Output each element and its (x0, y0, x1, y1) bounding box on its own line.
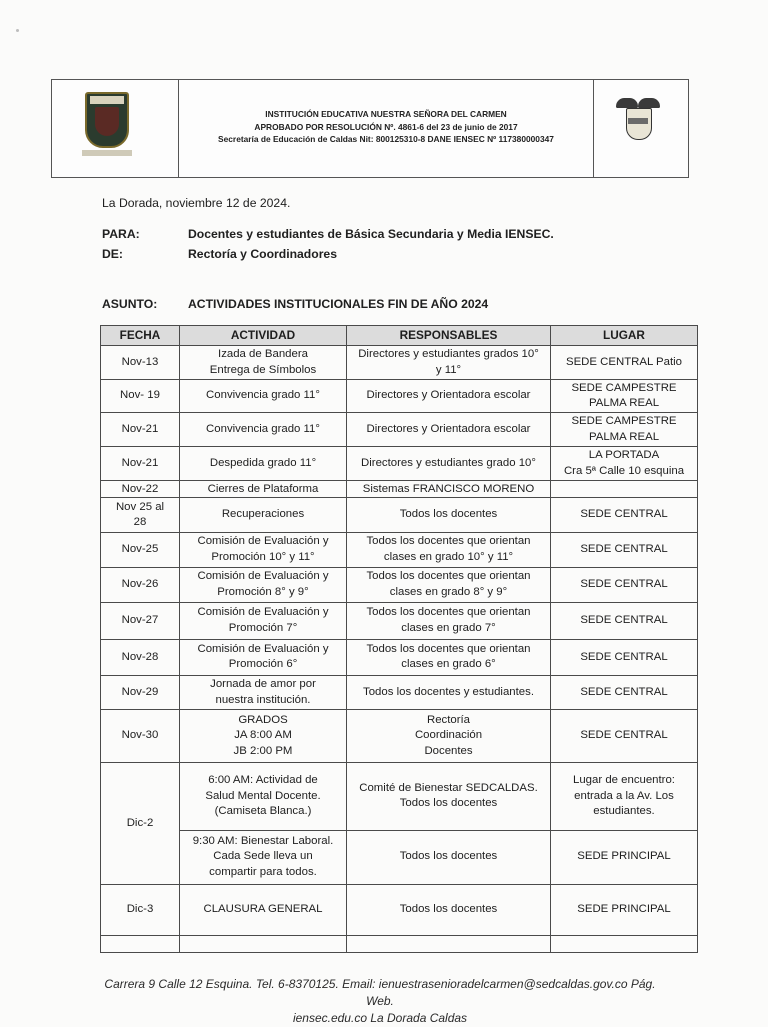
cell-lugar: SEDE CENTRAL Patio (551, 346, 698, 380)
table-row (101, 567, 698, 602)
cell-fecha: Nov-21 (101, 413, 180, 447)
de-value: Rectoría y Coordinadores (188, 247, 337, 261)
cell-responsables: Directores y Orientadora escolar (347, 380, 551, 413)
cell-lugar: SEDE CENTRAL (551, 532, 698, 567)
cell-responsables: Directores y estudiantes grado 10° (347, 447, 551, 481)
cell-fecha: Nov 25 al 28 (101, 498, 180, 532)
table-row (101, 532, 698, 567)
cell-actividad: Convivencia grado 11° (180, 413, 347, 447)
cell-fecha: Nov-28 (101, 639, 180, 675)
table-row (101, 413, 698, 447)
cell-lugar: SEDE PRINCIPAL (551, 884, 698, 935)
cell-responsables: Todos los docentes (347, 830, 551, 884)
cell-responsables: Directores y estudiantes grados 10° y 11° (347, 346, 551, 380)
cell-actividad: Comisión de Evaluación y Promoción 8° y 9° (180, 567, 347, 602)
header-actividad: ACTIVIDAD (180, 326, 347, 346)
cell-responsables: Todos los docentes que orientan clases en grado 10° y 11° (347, 532, 551, 567)
table-row (101, 346, 698, 380)
table-row (101, 639, 698, 675)
table-row (101, 763, 698, 830)
cell-fecha: Nov-21 (101, 447, 180, 481)
cell-lugar: Lugar de encuentro: entrada a la Av. Los estudiantes. (551, 763, 698, 830)
cell-responsables: Directores y Orientadora escolar (347, 413, 551, 447)
cell-fecha: Nov-13 (101, 346, 180, 380)
letterhead (51, 79, 689, 178)
header-lugar: LUGAR (551, 326, 698, 346)
asunto-label: ASUNTO: (102, 297, 158, 311)
asunto-value: ACTIVIDADES INSTITUCIONALES FIN DE AÑO 2024 (188, 297, 489, 311)
table-header-row (101, 326, 698, 346)
header-responsables: RESPONSABLES (347, 326, 551, 346)
cell-actividad: Recuperaciones (180, 498, 347, 532)
table-row (101, 481, 698, 498)
cell-fecha: Nov-26 (101, 567, 180, 602)
cell-actividad (180, 935, 347, 952)
table-row (101, 676, 698, 710)
cell-fecha: Nov-30 (101, 710, 180, 763)
institution-name: INSTITUCIÓN EDUCATIVA NUESTRA SEÑORA DEL CARMEN (265, 109, 507, 119)
cell-lugar: SEDE CENTRAL (551, 639, 698, 675)
cell-lugar: SEDE CAMPESTRE PALMA REAL (551, 413, 698, 447)
cell-actividad: Izada de Bandera Entrega de Símbolos (180, 346, 347, 380)
cell-fecha: Nov-27 (101, 602, 180, 639)
cell-responsables: Todos los docentes que orientan clases en grado 7° (347, 602, 551, 639)
cell-actividad: Convivencia grado 11° (180, 380, 347, 413)
cell-responsables: Sistemas FRANCISCO MORENO (347, 481, 551, 498)
table-row (101, 935, 698, 952)
cell-actividad: Comisión de Evaluación y Promoción 7° (180, 602, 347, 639)
coat-of-arms-cell (593, 80, 688, 177)
cell-fecha (101, 935, 180, 952)
cell-lugar: SEDE CENTRAL (551, 498, 698, 532)
cell-fecha: Dic-2 (101, 763, 180, 884)
scan-speck (16, 29, 19, 32)
table-row (101, 380, 698, 413)
cell-fecha: Dic-3 (101, 884, 180, 935)
table-row (101, 884, 698, 935)
cell-actividad: Jornada de amor por nuestra institución. (180, 676, 347, 710)
cell-responsables: Todos los docentes (347, 884, 551, 935)
cell-lugar: SEDE CENTRAL (551, 710, 698, 763)
table-row (101, 498, 698, 532)
cell-actividad: Comisión de Evaluación y Promoción 6° (180, 639, 347, 675)
table-row (101, 602, 698, 639)
cell-responsables: Rectoría Coordinación Docentes (347, 710, 551, 763)
institution-heading (178, 108, 594, 146)
cell-fecha: Nov- 19 (101, 380, 180, 413)
cell-lugar: SEDE CENTRAL (551, 567, 698, 602)
cell-actividad: Cierres de Plataforma (180, 481, 347, 498)
cell-responsables: Todos los docentes que orientan clases en grado 8° y 9° (347, 567, 551, 602)
resolution-line: APROBADO POR RESOLUCIÓN Nº. 4861-6 del 23 de junio de 2017 (254, 121, 518, 132)
footer-contact (90, 976, 670, 1027)
cell-actividad: GRADOS JA 8:00 AM JB 2:00 PM (180, 710, 347, 763)
table-row (101, 447, 698, 481)
cell-actividad: 9:30 AM: Bienestar Laboral. Cada Sede lleva un compartir para todos. (180, 830, 347, 884)
cell-responsables: Comité de Bienestar SEDCALDAS. Todos los docentes (347, 763, 551, 830)
activities-table (100, 325, 698, 953)
secretaria-line: Secretaría de Educación de Caldas Nit: 800125310-8 DANE IENSEC Nº 117380000347 (218, 134, 554, 144)
cell-fecha: Nov-29 (101, 676, 180, 710)
cell-actividad: Despedida grado 11° (180, 447, 347, 481)
cell-lugar: LA PORTADA Cra 5ª Calle 10 esquina (551, 447, 698, 481)
cell-actividad: Comisión de Evaluación y Promoción 10° y 11° (180, 532, 347, 567)
cell-responsables: Todos los docentes y estudiantes. (347, 676, 551, 710)
table-row (101, 710, 698, 763)
header-fecha: FECHA (101, 326, 180, 346)
footer-line-1: Carrera 9 Calle 12 Esquina. Tel. 6-8370125. Email: ienuestrasenioradelcarmen@sedcaldas.gov.co Pág. Web. (104, 977, 656, 1008)
cell-lugar: SEDE CAMPESTRE PALMA REAL (551, 380, 698, 413)
para-value: Docentes y estudiantes de Básica Secundaria y Media IENSEC. (188, 227, 554, 241)
para-label: PARA: (102, 227, 140, 241)
cell-actividad: CLAUSURA GENERAL (180, 884, 347, 935)
cell-lugar: SEDE PRINCIPAL (551, 830, 698, 884)
cell-actividad: 6:00 AM: Actividad de Salud Mental Docente. (Camiseta Blanca.) (180, 763, 347, 830)
de-label: DE: (102, 247, 123, 261)
cell-lugar: SEDE CENTRAL (551, 602, 698, 639)
cell-lugar (551, 481, 698, 498)
date-line: La Dorada, noviembre 12 de 2024. (102, 196, 291, 210)
cell-responsables: Todos los docentes (347, 498, 551, 532)
cell-fecha: Nov-25 (101, 532, 180, 567)
school-crest-cell (52, 80, 179, 177)
cell-fecha: Nov-22 (101, 481, 180, 498)
cell-responsables: Todos los docentes que orientan clases en grado 6° (347, 639, 551, 675)
cell-lugar: SEDE CENTRAL (551, 676, 698, 710)
cell-lugar (551, 935, 698, 952)
table-row (101, 830, 698, 884)
footer-line-2: iensec.edu.co La Dorada Caldas (292, 1011, 468, 1025)
cell-responsables (347, 935, 551, 952)
